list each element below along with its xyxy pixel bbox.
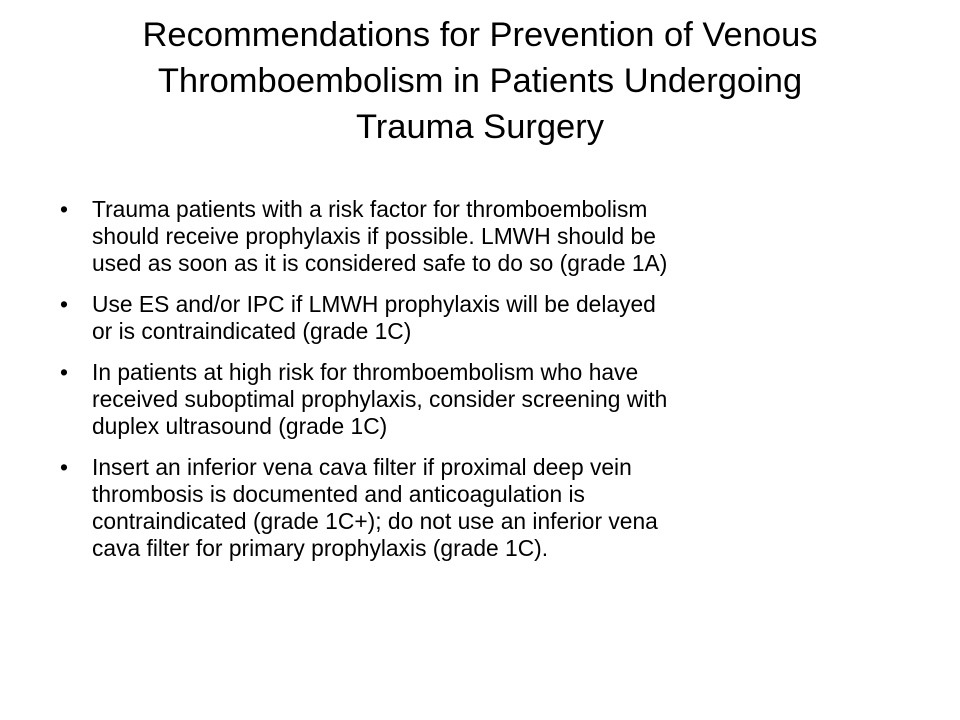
bullet-item-trauma-prophylaxis xyxy=(60,196,920,277)
bullet-line: or is contraindicated (grade 1C) xyxy=(92,318,412,344)
bullet-marker: • xyxy=(60,196,68,222)
bullet-line: cava filter for primary prophylaxis (grade 1C). xyxy=(92,535,549,561)
bullet-line: duplex ultrasound (grade 1C) xyxy=(92,413,388,439)
bullet-line: should receive prophylaxis if possible. LMWH should be xyxy=(92,223,656,249)
bullet-item-es-ipc xyxy=(60,291,920,345)
bullet-line: thrombosis is documented and anticoagulation is xyxy=(92,481,585,507)
title-line: Recommendations for Prevention of Venous xyxy=(142,16,818,54)
bullet-line: contraindicated (grade 1C+); do not use an inferior vena xyxy=(92,508,658,534)
bullet-line: used as soon as it is considered safe to do so (grade 1A) xyxy=(92,250,668,276)
bullet-item-ivc-filter xyxy=(60,454,920,562)
bullet-marker: • xyxy=(60,454,68,480)
title-line: Thromboembolism in Patients Undergoing xyxy=(157,62,803,100)
bullet-line: In patients at high risk for thromboembolism who have xyxy=(92,359,639,385)
slide-title xyxy=(40,12,920,150)
bullet-line: Use ES and/or IPC if LMWH prophylaxis will be delayed xyxy=(92,291,656,317)
title-line: Trauma Surgery xyxy=(356,108,604,146)
bullet-list xyxy=(60,196,920,576)
bullet-item-duplex-screening xyxy=(60,359,920,440)
bullet-line: Trauma patients with a risk factor for thromboembolism xyxy=(92,196,648,222)
bullet-line: Insert an inferior vena cava filter if proximal deep vein xyxy=(92,454,632,480)
bullet-marker: • xyxy=(60,359,68,385)
bullet-line: received suboptimal prophylaxis, consider screening with xyxy=(92,386,668,412)
bullet-marker: • xyxy=(60,291,68,317)
